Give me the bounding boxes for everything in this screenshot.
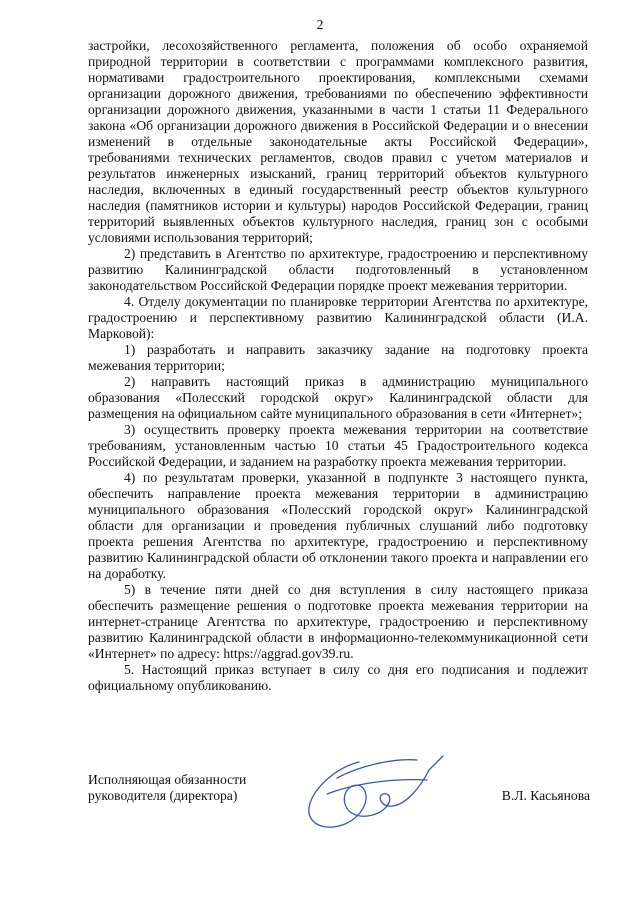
signer-title: Исполняющая обязанности руководителя (директора) xyxy=(88,772,247,803)
paragraph-section-4: 4. Отделу документации по планировке территории Агентства по архитектуре, градостроению и перспективному развитию Калининградской области (И.А. Марковой): xyxy=(88,294,588,341)
paragraph-item-4-4: 4) по результатам проверки, указанной в подпункте 3 настоящего пункта, обеспечить направление проекта межевания территории в администрацию муниципального образования «Полесский городской округ» Калининградской области для организации и проведения публичных слушаний либо подготовку проекта решения Агентства по архитектуре, градостроению и перспективному развитию Калининградской области об отклонении такого проекта и направлении его на доработку. xyxy=(88,470,588,581)
paragraph-item-4-5: 5) в течение пяти дней со дня вступления в силу настоящего приказа обеспечить размещение решения о подготовке проекта межевания территории на интернет-странице Агентства по архитектуре, градостроению и перспективному развитию Калининградской области в информационно-телекоммуникационной сети «Интернет» по адресу: https://aggrad.gov39.ru. xyxy=(88,582,588,661)
page-number: 2 xyxy=(316,17,324,32)
handwritten-signature xyxy=(297,748,457,838)
paragraph-item-4-3: 3) осуществить проверку проекта межевания территории на соответствие требованиям, установленным частью 10 статьи 45 Градостроительного кодекса Российской Федерации, и заданием на разработку проекта межевания территории. xyxy=(88,422,588,469)
document-body xyxy=(88,38,588,694)
paragraph-item-4-2: 2) направить настоящий приказ в администрацию муниципального образования «Полесский городской округ» Калининградской области для размещения на официальном сайте муниципального образования в сети «Интернет»; xyxy=(88,374,588,421)
paragraph-section-5: 5. Настоящий приказ вступает в силу со дня его подписания и подлежит официальному опубликованию. xyxy=(88,662,588,693)
paragraph-item-4-1: 1) разработать и направить заказчику задание на подготовку проекта межевания территории; xyxy=(88,342,588,373)
paragraph-continuation: застройки, лесохозяйственного регламента, положения об особо охраняемой природной территории в соответствии с программами комплексного развития, нормативами градостроительного проектирования, комплексными схемами организации дорожного движения, требованиями по обеспечению эффективности организации дорожного движения, указанными в части 1 статьи 11 Федерального закона «Об организации дорожного движения в Российской Федерации и о внесении изменений в отдельные законодательные акты Российской Федерации», требованиями технических регламентов, сводов правил с учетом материалов и результатов инженерных изысканий, границ территорий объектов культурного наследия, включенных в единый государственный реестр объектов культурного наследия (памятников истории и культуры) народов Российской Федерации, границ территорий выявленных объектов культурного наследия, границ зон с особыми условиями использования территорий; xyxy=(88,38,588,245)
paragraph-item-3-2: 2) представить в Агентство по архитектуре, градостроению и перспективному развитию Калининградской области подготовленный в установленном законодательством Российской Федерации порядке проект межевания территории. xyxy=(88,246,588,293)
signer-name: В.Л. Касьянова xyxy=(501,788,590,803)
